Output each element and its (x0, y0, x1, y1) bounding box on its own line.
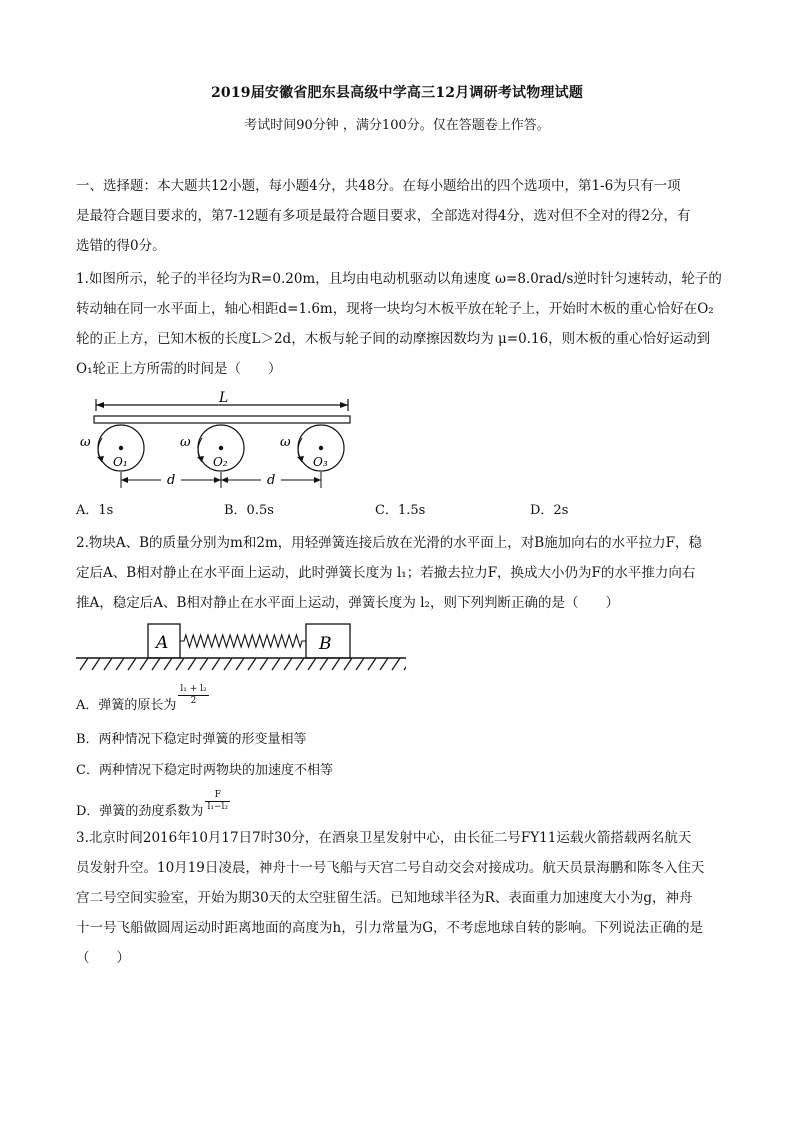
ground-hatch-line (104, 658, 112, 670)
ground-hatch-line (392, 658, 400, 670)
section-intro-line: 选错的得0分。 (76, 238, 166, 254)
fraction-denominator: l₁−l₂ (207, 802, 228, 812)
omega-label: ω (180, 435, 191, 450)
q1-option-b[interactable]: B．0.5s (224, 503, 274, 518)
ground-hatch-line (404, 658, 406, 670)
q2-option-a[interactable] (76, 684, 209, 713)
q1-option-c[interactable]: C．1.5s (375, 503, 426, 518)
ground-hatch-line (368, 658, 376, 670)
ground-hatch-line (380, 658, 388, 670)
ground-hatch-line (260, 658, 268, 670)
spring (180, 635, 306, 647)
question-1-line: O₁轮正上方所需的时间是（ ） (76, 361, 282, 377)
length-arrow-left-head (96, 402, 104, 408)
page-title: 2019届安徽省肥东县高级中学高三12月调研考试物理试题 (210, 85, 584, 101)
distance-arrowhead (214, 477, 221, 483)
distance-arrowhead (121, 477, 128, 483)
fraction (178, 684, 208, 707)
ground-hatch-line (152, 658, 160, 670)
distance-arrowhead (314, 477, 321, 483)
exam-instructions: 考试时间90分钟 ，满分100分。仅在答题卷上作答。 (244, 118, 550, 133)
ground-hatch-line (224, 658, 232, 670)
question-3-line: 十一号飞船做圆周运动时距离地面的高度为h，引力常量为G，不考虑地球自转的影响。下列说法正确的是 (76, 920, 703, 936)
ground-hatch-line (212, 658, 220, 670)
q1-option-a[interactable]: A．1s (76, 503, 114, 518)
ground-hatch-line (356, 658, 364, 670)
ground-hatch-line (200, 658, 208, 670)
ground-hatch-line (92, 658, 100, 670)
ground-hatch-line (140, 658, 148, 670)
length-label: L (219, 390, 229, 406)
distance-label: d (267, 473, 276, 488)
question-3-line: （ ） (76, 950, 130, 966)
question-3 (76, 823, 726, 973)
omega-label: ω (80, 435, 91, 450)
q2-option-d-text: D．弹簧的劲度系数为 (76, 804, 204, 819)
question-2-line: 推A，稳定后A、B相对静止在水平面上运动，弹簧长度为 l₂，则下列判断正确的是（ ） (76, 595, 619, 611)
wheel-axle (319, 446, 323, 450)
wooden-board (94, 416, 350, 423)
omega-label: ω (280, 435, 291, 450)
question-3-line: 宫二号空间实验室，开始为期30天的太空驻留生活。已知地球半径为R、表面重力加速度大小为g，神舟 (76, 890, 693, 906)
ground-hatch-line (344, 658, 352, 670)
q2-option-c[interactable]: C．两种情况下稳定时两物块的加速度不相等 (76, 763, 333, 778)
section-intro (76, 171, 726, 261)
question-2-line: 2.物块A、B的质量分别为m和2m，用轻弹簧连接后放在光滑的水平面上，对B施加向右的水平拉力F，稳 (76, 535, 703, 551)
ground-hatch-line (284, 658, 292, 670)
spring-blocks-figure (76, 618, 406, 680)
block-a-label: A (156, 633, 169, 653)
block-b-label: B (319, 634, 332, 654)
section-intro-line: 是最符合题目要求的，第7-12题有多项是最符合题目要求，全部选对得4分，选对但不全对的得2分，有 (76, 208, 691, 224)
question-2 (76, 528, 726, 618)
ground-hatch-line (296, 658, 304, 670)
ground-hatch-line (176, 658, 184, 670)
wheel-label-o2: O₂ (213, 455, 228, 469)
fraction (205, 790, 230, 813)
wheels-board-figure (76, 388, 366, 496)
distance-arrowhead (221, 477, 228, 483)
length-arrow-right-head (340, 402, 348, 408)
question-1-line: 转动轴在同一水平面上，轴心相距d=1.6m，现将一块均匀木板平放在轮子上，开始时木板的重心恰好在O₂ (76, 301, 714, 317)
wheel-label-o3: O₃ (313, 455, 328, 469)
question-2-line: 定后A、B相对静止在水平面上运动，此时弹簧长度为 l₁；若撤去拉力F，换成大小仍为F的水平推力向右 (76, 565, 696, 581)
distance-label: d (167, 473, 176, 488)
q1-option-d[interactable]: D．2s (530, 503, 569, 518)
ground-hatch-line (80, 658, 88, 670)
ground-hatch-line (188, 658, 196, 670)
ground-hatch-line (164, 658, 172, 670)
question-3-line: 3.北京时间2016年10月17日7时30分，在酒泉卫星发射中心，由长征二号FY11运载火箭搭载两名航天 (76, 830, 692, 846)
fraction-denominator: 2 (190, 696, 197, 706)
q2-option-b[interactable]: B．两种情况下稳定时弹簧的形变量相等 (76, 732, 307, 747)
question-1 (76, 264, 726, 384)
wheel-axle (119, 446, 123, 450)
ground-hatch-line (320, 658, 328, 670)
fraction-numerator: F (205, 790, 230, 802)
question-1-line: 1.如图所示，轮子的半径均为R=0.20m，且均由电动机驱动以角速度 ω=8.0rad/s逆时针匀速转动，轮子的 (76, 271, 722, 287)
section-intro-line: 一、选择题：本大题共12小题，每小题4分，共48分。在每小题给出的四个选项中，第1-6为只有一项 (76, 178, 681, 194)
q2-option-a-text: A．弹簧的原长为 (76, 698, 177, 713)
ground-hatch-line (116, 658, 124, 670)
wheel-axle (219, 446, 223, 450)
wheel-label-o1: O₁ (113, 455, 128, 469)
ground-hatch-line (332, 658, 340, 670)
ground-hatch-line (248, 658, 256, 670)
ground-hatch-line (272, 658, 280, 670)
question-1-line: 轮的正上方，已知木板的长度L＞2d，木板与轮子间的动摩擦因数均为 μ=0.16，则木板的重心恰好运动到 (76, 331, 711, 347)
ground-hatch-line (128, 658, 136, 670)
fraction-numerator: l₁ + l₂ (180, 684, 207, 694)
ground-hatch-line (236, 658, 244, 670)
q2-option-d[interactable] (76, 790, 230, 819)
ground-hatching (80, 658, 406, 670)
question-3-line: 员发射升空。10月19日凌晨，神舟十一号飞船与天宫二号自动交会对接成功。航天员景海鹏和陈冬入住天 (76, 860, 705, 876)
ground-hatch-line (308, 658, 316, 670)
